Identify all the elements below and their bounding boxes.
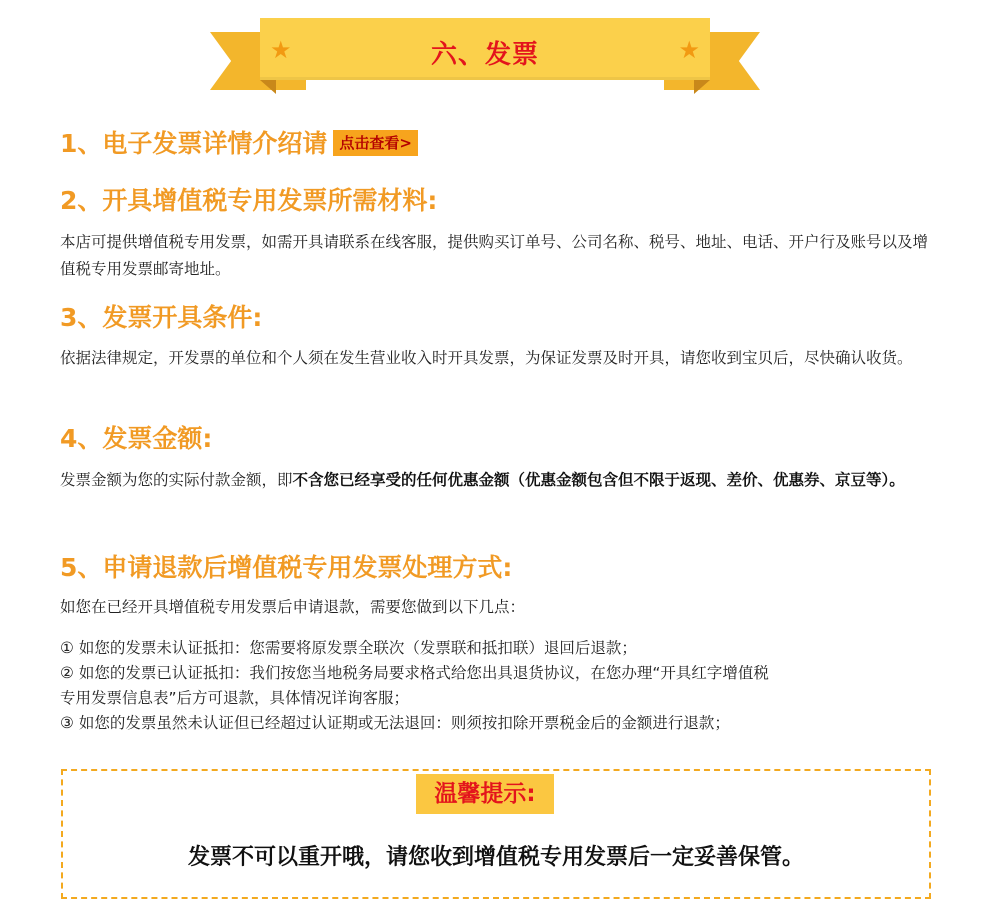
section-1-heading <box>60 124 418 160</box>
section-4-text-plain: 发票金额为您的实际付款金额，即 <box>60 471 293 489</box>
section-2-text: 本店可提供增值税专用发票，如需开具请联系在线客服，提供购买订单号、公司名称、税号、地址、电话、开户行及账号以及增值税专用发票邮寄地址。 <box>60 233 929 278</box>
star-icon: ★ <box>678 36 700 64</box>
ribbon-fold-left <box>260 80 276 94</box>
tip-text: 发票不可以重开哦，请您收到增值税专用发票后一定妥善保管。 <box>187 845 804 870</box>
list-item: ③ 如您的发票虽然未认证但已经超过认证期或无法退回：则须按扣除开票税金后的金额进行退款； <box>60 714 730 732</box>
section-3-text: 依据法律规定，开发票的单位和个人须在发生营业收入时开具发票，为保证发票及时开具，请您收到宝贝后，尽快确认收货。 <box>60 349 913 367</box>
list-item: ② 如您的发票已认证抵扣：我们按您当地税务局要求格式给您出具退货协议，在您办理“开具红字增值税 <box>60 664 769 682</box>
section-2-heading: 2、开具增值税专用发票所需材料: <box>60 186 438 215</box>
ribbon-fold-right <box>694 80 710 94</box>
star-icon: ★ <box>270 36 292 64</box>
section-banner <box>210 14 760 96</box>
list-item: ① 如您的发票未认证抵扣：您需要将原发票全联次（发票联和抵扣联）退回后退款； <box>60 639 637 657</box>
banner-title: 六、发票 <box>430 40 539 70</box>
section-5-heading: 5、申请退款后增值税专用发票处理方式: <box>60 553 513 582</box>
list-item: 专用发票信息表”后方可退款，具体情况详询客服； <box>60 689 410 707</box>
section-5-intro: 如您在已经开具增值税专用发票后申请退款，需要您做到以下几点： <box>60 598 526 616</box>
section-1-heading-text: 1、电子发票详情介绍请 <box>60 129 328 158</box>
section-4-heading: 4、发票金额: <box>60 424 213 453</box>
section-3-heading: 3、发票开具条件: <box>60 303 263 332</box>
refund-steps-list <box>60 636 940 736</box>
section-4-text <box>60 467 940 494</box>
view-details-button[interactable]: 点击查看> <box>333 130 418 156</box>
tip-label: 温馨提示: <box>416 774 554 814</box>
section-4-text-bold: 不含您已经享受的任何优惠金额（优惠金额包含但不限于返现、差价、优惠券、京豆等）。 <box>292 471 905 489</box>
